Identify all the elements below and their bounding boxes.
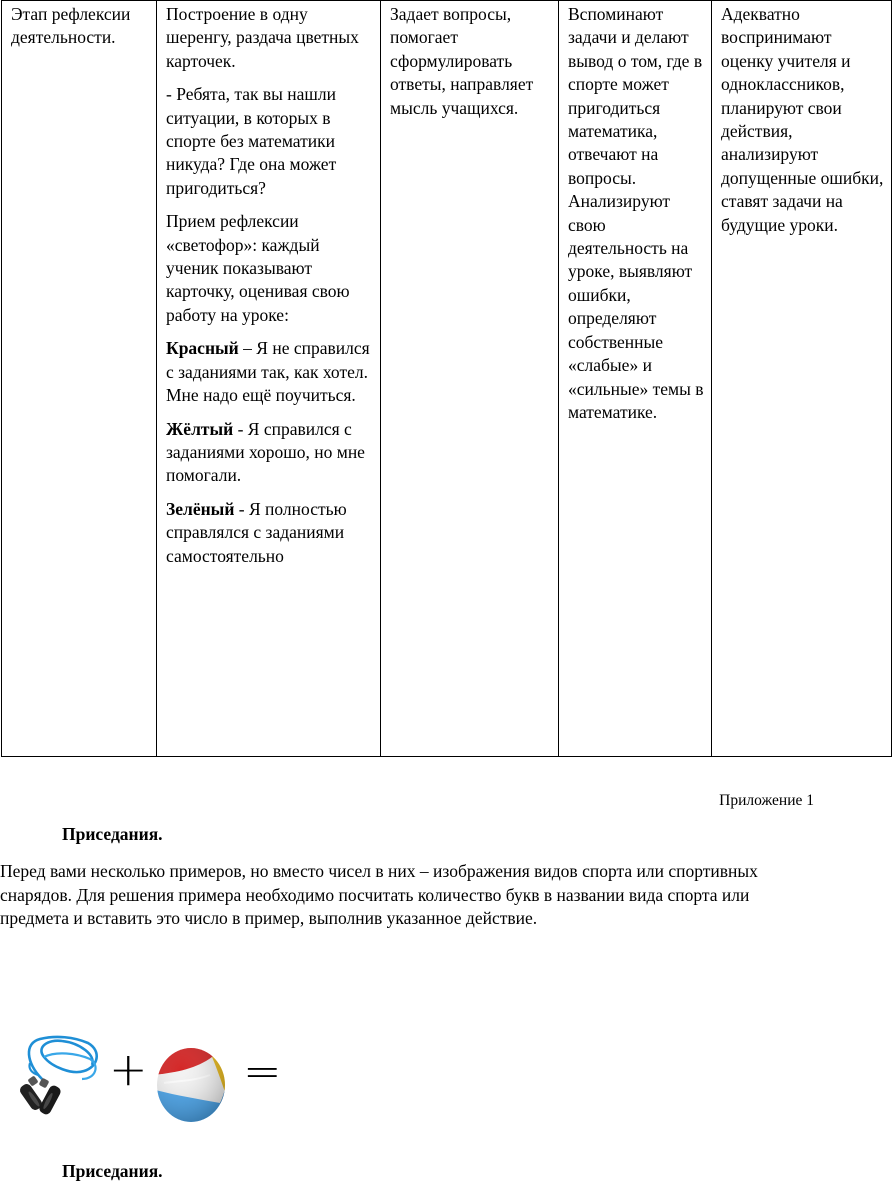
table-row xyxy=(2,1,892,757)
traffic-light-green xyxy=(166,498,375,568)
teacher-paragraph-1: Построение в одну шеренгу, раздача цветных карточек. xyxy=(166,4,359,71)
uud-cell xyxy=(712,1,892,757)
yellow-text: - Я справился с заданиями хорошо, но мне помогали. xyxy=(166,418,365,486)
red-label: Красный xyxy=(166,338,239,359)
stage-cell xyxy=(2,1,157,757)
equals-sign: = xyxy=(243,1044,282,1098)
teacher-guidance-cell xyxy=(381,1,559,757)
beach-ball-icon xyxy=(154,1045,228,1125)
teacher-activity-cell xyxy=(157,1,381,757)
pupil-activity-cell xyxy=(559,1,712,757)
plus-operator: + xyxy=(109,1042,148,1096)
intro-paragraph: Перед вами несколько примеров, но вместо чисел в них – изображения видов спорта или спортивных снарядов. Для решения примера необходимо посчитать количество букв в названии вида спорта или предмета и вставить это число в пример, выполнив указанное действие. xyxy=(0,861,758,928)
green-text: - Я полностью справлялся с заданиями самостоятельно xyxy=(166,498,347,566)
section-heading: Приседания. xyxy=(62,824,163,844)
teacher-guidance-text: Задает вопросы, помогает сформулировать ответы, направляет мысль учащихся. xyxy=(390,4,534,118)
teacher-paragraph-3: Прием рефлексии «светофор»: каждый ученик показывают карточку, оценивая свою работу на уроке: xyxy=(166,211,350,325)
section-heading-2: Приседания. xyxy=(62,1161,163,1181)
red-text: – Я не справился с заданиями так, как хотел. Мне надо ещё поучиться. xyxy=(166,338,370,406)
traffic-light-red xyxy=(166,337,375,407)
traffic-light-yellow xyxy=(166,418,375,488)
teacher-paragraph-2: - Ребята, так вы нашли ситуации, в которых в спорте без математики никуда? Где она может пригодиться? xyxy=(166,84,337,198)
pupil-activity-text: Вспоминают задачи и делают вывод о том, где в спорте может пригодиться математика, отвечают на вопросы. Анализируют свою деятельность на уроке, выявляют ошибки, определяют собственные «слабые» и «сильные» темы в математике. xyxy=(568,4,704,422)
stage-name: Этап рефлексии деятельности. xyxy=(11,4,131,48)
lesson-stage-table xyxy=(1,0,892,757)
yellow-label: Жёлтый xyxy=(166,418,234,439)
green-label: Зелёный xyxy=(166,498,235,519)
jump-rope-icon xyxy=(22,1033,102,1119)
appendix-label: Приложение 1 xyxy=(719,792,814,809)
uud-text: Адекватно воспринимают оценку учителя и одноклассников, планируют свои действия, анализируют допущенные ошибки, ставят задачи на будущие уроки. xyxy=(721,4,884,235)
